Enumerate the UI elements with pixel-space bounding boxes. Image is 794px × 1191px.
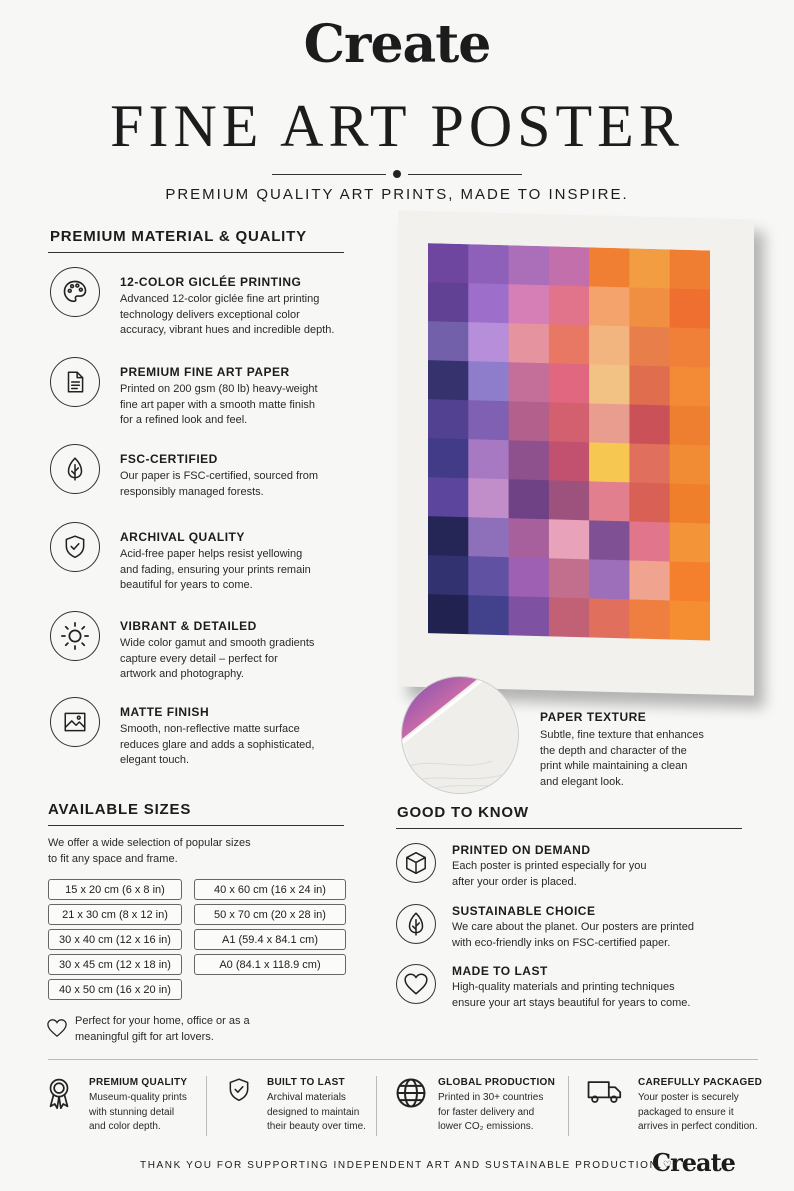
artwork-overlay — [428, 243, 710, 640]
feature-icon-circle — [50, 611, 100, 661]
footer-title: CAREFULLY PACKAGED — [638, 1077, 763, 1088]
footer-description-line: Printed in 30+ countries — [438, 1092, 544, 1103]
size-option[interactable]: 50 x 70 cm (20 x 28 in) — [194, 904, 346, 925]
feature-title: FSC-CERTIFIED — [120, 452, 218, 466]
sizes-intro-line: We offer a wide selection of popular sizes — [48, 837, 251, 849]
good-icon-circle — [396, 843, 436, 883]
footer-rule — [48, 1059, 758, 1060]
poster-frame — [398, 210, 754, 695]
footer-description-line: Archival materials — [267, 1092, 346, 1103]
size-option[interactable]: 40 x 50 cm (16 x 20 in) — [48, 979, 182, 1000]
feature-description-line: Advanced 12-color giclée fine art printing — [120, 293, 320, 305]
size-option[interactable]: 30 x 45 cm (12 x 18 in) — [48, 954, 182, 975]
good-description — [452, 920, 694, 951]
document-icon — [62, 368, 88, 396]
paper-texture-line: the depth and character of the — [540, 744, 687, 757]
poster-artwork — [428, 243, 710, 640]
footer-separator — [568, 1076, 569, 1136]
feature-icon-circle — [50, 267, 100, 317]
material-section-title: PREMIUM MATERIAL & QUALITY — [50, 228, 307, 245]
thanks-message: THANK YOU FOR SUPPORTING INDEPENDENT ART AND SUSTAINABLE PRODUCTION.♡ — [140, 1160, 674, 1171]
footer-description-line: and color depth. — [89, 1121, 161, 1132]
good-description-line: We care about the planet. Our posters are printed — [452, 921, 694, 933]
footer-description-line: for faster delivery and — [438, 1106, 535, 1118]
good-title: MADE TO LAST — [452, 964, 548, 978]
image-icon — [61, 709, 89, 735]
good-title: SUSTAINABLE CHOICE — [452, 904, 596, 918]
feature-title: 12-COLOR GICLÉE PRINTING — [120, 275, 302, 289]
good-description — [452, 980, 690, 1011]
size-option[interactable]: A1 (59.4 x 84.1 cm) — [194, 929, 346, 950]
footer-description — [438, 1091, 543, 1135]
globe-icon — [394, 1076, 428, 1110]
title-divider-right — [408, 174, 522, 175]
shield-check-icon — [62, 533, 88, 561]
heart-icon — [46, 1018, 68, 1038]
feature-description-line: capture every detail – perfect for — [120, 652, 278, 665]
gift-note-line: meaningful gift for art lovers. — [75, 1030, 214, 1043]
good-description-line: High-quality materials and printing techniques — [452, 981, 675, 993]
paper-texture-title: PAPER TEXTURE — [540, 710, 647, 724]
box-icon — [403, 850, 429, 876]
feature-description — [120, 292, 334, 339]
footer-description — [267, 1091, 366, 1135]
footer-description-line: packaged to ensure it — [638, 1106, 734, 1118]
feature-description-line: Acid-free paper helps resist yellowing — [120, 548, 303, 560]
paper-texture-line: print while maintaining a clean — [540, 760, 688, 772]
paper-texture-line: Subtle, fine texture that enhances — [540, 729, 704, 741]
heart-icon — [403, 972, 429, 996]
size-option[interactable]: 21 x 30 cm (8 x 12 in) — [48, 904, 182, 925]
sizes-intro — [48, 836, 251, 867]
sun-icon — [60, 621, 90, 651]
footer-separator — [376, 1076, 377, 1136]
brand-logo: Create — [303, 14, 491, 75]
paper-texture-circle — [401, 676, 519, 794]
footer-title: BUILT TO LAST — [267, 1077, 345, 1088]
truck-icon — [586, 1076, 624, 1106]
material-section-rule — [48, 252, 344, 253]
footer-title: GLOBAL PRODUCTION — [438, 1077, 556, 1088]
footer-description-line: their beauty over time. — [267, 1121, 366, 1132]
title-divider-left — [272, 174, 386, 175]
shield-check-icon — [226, 1076, 252, 1104]
good-description-line: with eco-friendly inks on FSC-certified paper. — [452, 936, 671, 949]
feature-description-line: beautiful for years to come. — [120, 579, 253, 591]
footer-description-line: Museum-quality prints — [89, 1092, 187, 1103]
page-title: FINE ART POSTER — [110, 93, 684, 159]
palette-icon — [61, 278, 89, 306]
good-description-line: ensure your art stays beautiful for years to come. — [452, 996, 691, 1009]
leaf-icon — [403, 910, 429, 938]
feature-description-line: fine art paper with a smooth matte finish — [120, 398, 316, 411]
feature-description-line: Smooth, non-reflective matte surface — [120, 723, 300, 735]
sizes-section-title: AVAILABLE SIZES — [48, 801, 192, 818]
sizes-section-rule — [48, 825, 344, 826]
feature-description-line: technology delivers exceptional color — [120, 308, 300, 321]
good-description-line: after your order is placed. — [452, 875, 577, 888]
feature-title: VIBRANT & DETAILED — [120, 619, 257, 633]
feature-description — [120, 469, 318, 500]
gift-note — [75, 1014, 250, 1045]
paper-texture-description — [540, 728, 704, 790]
feature-title: ARCHIVAL QUALITY — [120, 530, 245, 544]
feature-description-line: artwork and photography. — [120, 668, 244, 680]
feature-description — [120, 722, 314, 769]
good-description-line: Each poster is printed especially for you — [452, 860, 647, 872]
good-description — [452, 859, 646, 890]
gift-note-line: Perfect for your home, office or as a — [75, 1015, 250, 1027]
feature-description-line: Printed on 200 gsm (80 lb) heavy-weight — [120, 383, 318, 395]
feature-description — [120, 382, 318, 429]
feature-title: MATTE FINISH — [120, 705, 210, 719]
footer-description-line: lower CO₂ emissions. — [438, 1121, 534, 1132]
paper-texture-line: and elegant look. — [540, 775, 624, 788]
feature-icon-circle — [50, 357, 100, 407]
footer-description-line: designed to maintain — [267, 1106, 360, 1118]
feature-icon-circle — [50, 444, 100, 494]
feature-description-line: Wide color gamut and smooth gradients — [120, 637, 315, 649]
feature-description-line: reduces glare and adds a sophisticated, — [120, 738, 315, 751]
sizes-intro-line: to fit any space and frame. — [48, 852, 178, 865]
size-option[interactable]: 40 x 60 cm (16 x 24 in) — [194, 879, 346, 900]
footer-description-line: arrives in perfect condition. — [638, 1121, 758, 1132]
feature-description-line: and fading, ensuring your prints remain — [120, 563, 311, 576]
feature-description-line: elegant touch. — [120, 754, 190, 766]
title-divider-dot — [393, 170, 401, 178]
good-icon-circle — [396, 904, 436, 944]
feature-title: PREMIUM FINE ART PAPER — [120, 365, 290, 379]
feature-description-line: Our paper is FSC-certified, sourced from — [120, 470, 319, 482]
feature-icon-circle — [50, 522, 100, 572]
size-option[interactable]: 15 x 20 cm (6 x 8 in) — [48, 879, 182, 900]
good-section-rule — [396, 828, 742, 829]
feature-description-line: for a refined look and feel. — [120, 414, 248, 426]
feature-description-line: accuracy, vibrant hues and incredible depth. — [120, 324, 335, 336]
good-title: PRINTED ON DEMAND — [452, 843, 591, 857]
footer-description — [89, 1091, 187, 1135]
good-section-title: GOOD TO KNOW — [397, 804, 529, 821]
footer-description-line: Your poster is securely — [638, 1092, 739, 1103]
footer-logo: Create — [652, 1148, 735, 1177]
footer-title: PREMIUM QUALITY — [89, 1077, 188, 1088]
award-icon — [44, 1076, 74, 1110]
feature-description — [120, 636, 314, 683]
footer-separator — [206, 1076, 207, 1136]
size-option[interactable]: A0 (84.1 x 118.9 cm) — [194, 954, 346, 975]
feature-description — [120, 547, 311, 594]
footer-description-line: with stunning detail — [89, 1106, 175, 1118]
size-option[interactable]: 30 x 40 cm (12 x 16 in) — [48, 929, 182, 950]
leaf-icon — [62, 455, 88, 483]
good-icon-circle — [396, 964, 436, 1004]
footer-description — [638, 1091, 758, 1135]
feature-icon-circle — [50, 697, 100, 747]
feature-description-line: responsibly managed forests. — [120, 485, 264, 498]
tagline: PREMIUM QUALITY ART PRINTS, MADE TO INSPIRE. — [165, 186, 629, 203]
